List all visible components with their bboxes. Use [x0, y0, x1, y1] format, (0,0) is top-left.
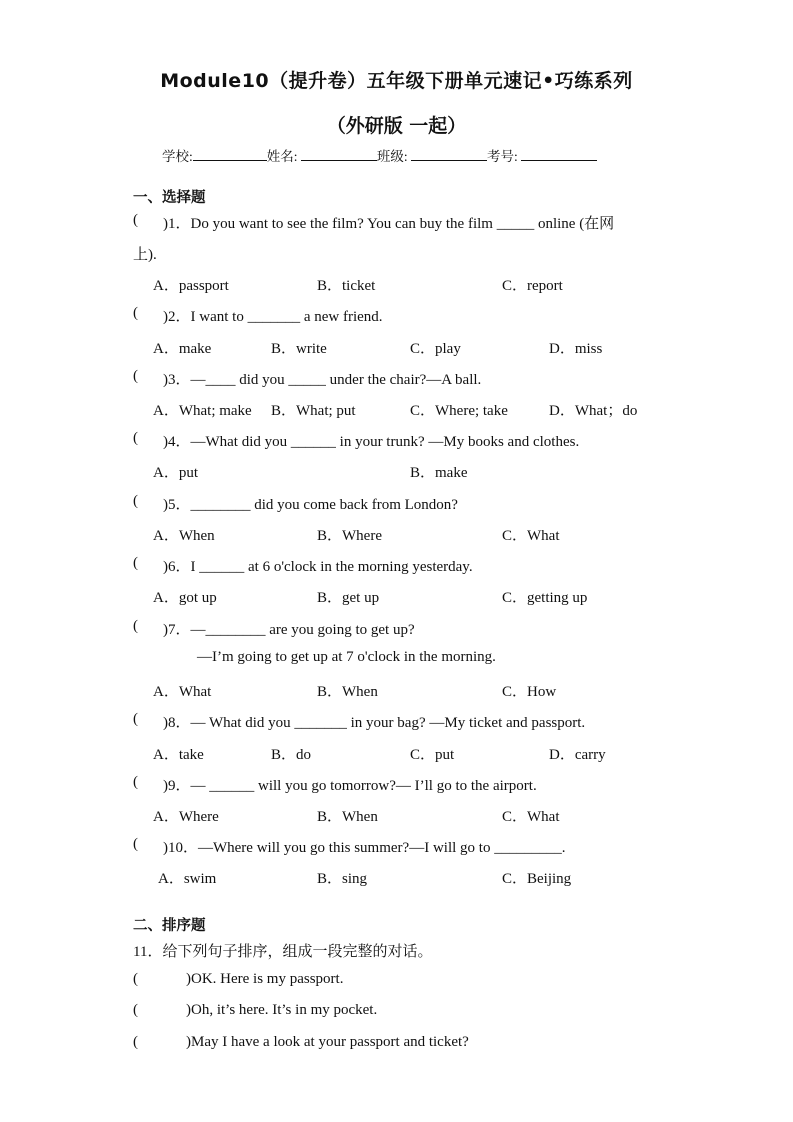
school-field[interactable]	[193, 146, 267, 161]
option-b[interactable]: B．sing	[317, 871, 368, 887]
answer-paren[interactable]: (	[133, 836, 138, 852]
school-label: 学校:	[162, 149, 193, 164]
option-b[interactable]: B．ticket	[317, 278, 376, 294]
option-d[interactable]: D．miss	[549, 341, 603, 357]
worksheet-title: Module10（提升卷）五年级下册单元速记•巧练系列	[160, 70, 633, 92]
option-a[interactable]: A．What; make	[153, 403, 252, 419]
answer-paren[interactable]: (	[133, 368, 138, 384]
order-item: )May I have a look at your passport and ticket?	[186, 1034, 469, 1050]
option-c[interactable]: C．What	[502, 809, 560, 825]
option-b[interactable]: B．When	[317, 684, 378, 700]
option-c[interactable]: C．play	[410, 341, 461, 357]
question-stem: )3．—____ did you _____ under the chair?—A ball.	[163, 372, 482, 388]
number-field[interactable]	[521, 146, 597, 161]
question-stem: )10．—Where will you go this summer?—I will go to _________.	[163, 840, 566, 856]
question-11-stem: 11．给下列句子排序，组成一段完整的对话。	[133, 944, 433, 960]
worksheet-subtitle: （外研版 一起）	[326, 115, 467, 137]
order-paren[interactable]: (	[133, 1002, 138, 1018]
answer-paren[interactable]: (	[133, 711, 138, 727]
option-a[interactable]: A．Where	[153, 809, 219, 825]
option-c[interactable]: C．getting up	[502, 590, 588, 606]
question-stem: )6．I ______ at 6 o'clock in the morning yesterday.	[163, 559, 473, 575]
option-a[interactable]: A．got up	[153, 590, 217, 606]
option-c[interactable]: C．What	[502, 528, 560, 544]
question-stem-wrap: 上).	[133, 247, 157, 263]
option-c[interactable]: C．Where; take	[410, 403, 508, 419]
question-stem: )4．—What did you ______ in your trunk? —My books and clothes.	[163, 434, 580, 450]
option-a[interactable]: A．When	[153, 528, 215, 544]
answer-paren[interactable]: (	[133, 493, 138, 509]
name-field[interactable]	[301, 146, 377, 161]
order-item: )Oh, it’s here. It’s in my pocket.	[186, 1002, 378, 1018]
option-b[interactable]: B．get up	[317, 590, 380, 606]
question-stem-answer: —I’m going to get up at 7 o'clock in the morning.	[197, 649, 496, 665]
number-label: 考号:	[487, 149, 518, 164]
section-heading-choice: 一、选择题	[133, 190, 206, 206]
option-b[interactable]: B．make	[410, 465, 468, 481]
option-c[interactable]: C．put	[410, 747, 455, 763]
option-c[interactable]: C．report	[502, 278, 563, 294]
section-heading-ordering: 二、排序题	[133, 918, 206, 934]
order-paren[interactable]: (	[133, 971, 138, 987]
option-a[interactable]: A．passport	[153, 278, 229, 294]
question-stem: )1．Do you want to see the film? You can buy the film _____ online (在网	[163, 216, 615, 232]
question-stem: )7．—________ are you going to get up?	[163, 622, 415, 638]
answer-paren[interactable]: (	[133, 212, 138, 228]
answer-paren[interactable]: (	[133, 305, 138, 321]
option-b[interactable]: B．What; put	[271, 403, 356, 419]
option-c[interactable]: C．How	[502, 684, 557, 700]
option-a[interactable]: A．swim	[158, 871, 217, 887]
question-stem: )2．I want to _______ a new friend.	[163, 309, 383, 325]
option-a[interactable]: A．What	[153, 684, 212, 700]
option-d[interactable]: D．carry	[549, 747, 606, 763]
question-stem: )8．— What did you _______ in your bag? —My ticket and passport.	[163, 715, 586, 731]
class-field[interactable]	[411, 146, 487, 161]
option-a[interactable]: A．put	[153, 465, 199, 481]
answer-paren[interactable]: (	[133, 774, 138, 790]
class-label: 班级:	[376, 149, 408, 164]
option-a[interactable]: A．take	[153, 747, 204, 763]
option-a[interactable]: A．make	[153, 341, 212, 357]
question-stem: )9．— ______ will you go tomorrow?— I’ll go to the airport.	[163, 778, 537, 794]
name-label: 姓名:	[266, 149, 298, 164]
option-b[interactable]: B．do	[271, 747, 312, 763]
answer-paren[interactable]: (	[133, 430, 138, 446]
answer-paren[interactable]: (	[133, 555, 138, 571]
order-paren[interactable]: (	[133, 1034, 138, 1050]
option-d[interactable]: D．What；do	[549, 403, 638, 419]
option-b[interactable]: B．write	[271, 341, 327, 357]
option-b[interactable]: B．Where	[317, 528, 382, 544]
option-b[interactable]: B．When	[317, 809, 378, 825]
order-item: )OK. Here is my passport.	[186, 971, 344, 987]
answer-paren[interactable]: (	[133, 618, 138, 634]
student-info-row	[162, 145, 597, 165]
option-c[interactable]: C．Beijing	[502, 871, 572, 887]
question-stem: )5．________ did you come back from London?	[163, 497, 458, 513]
